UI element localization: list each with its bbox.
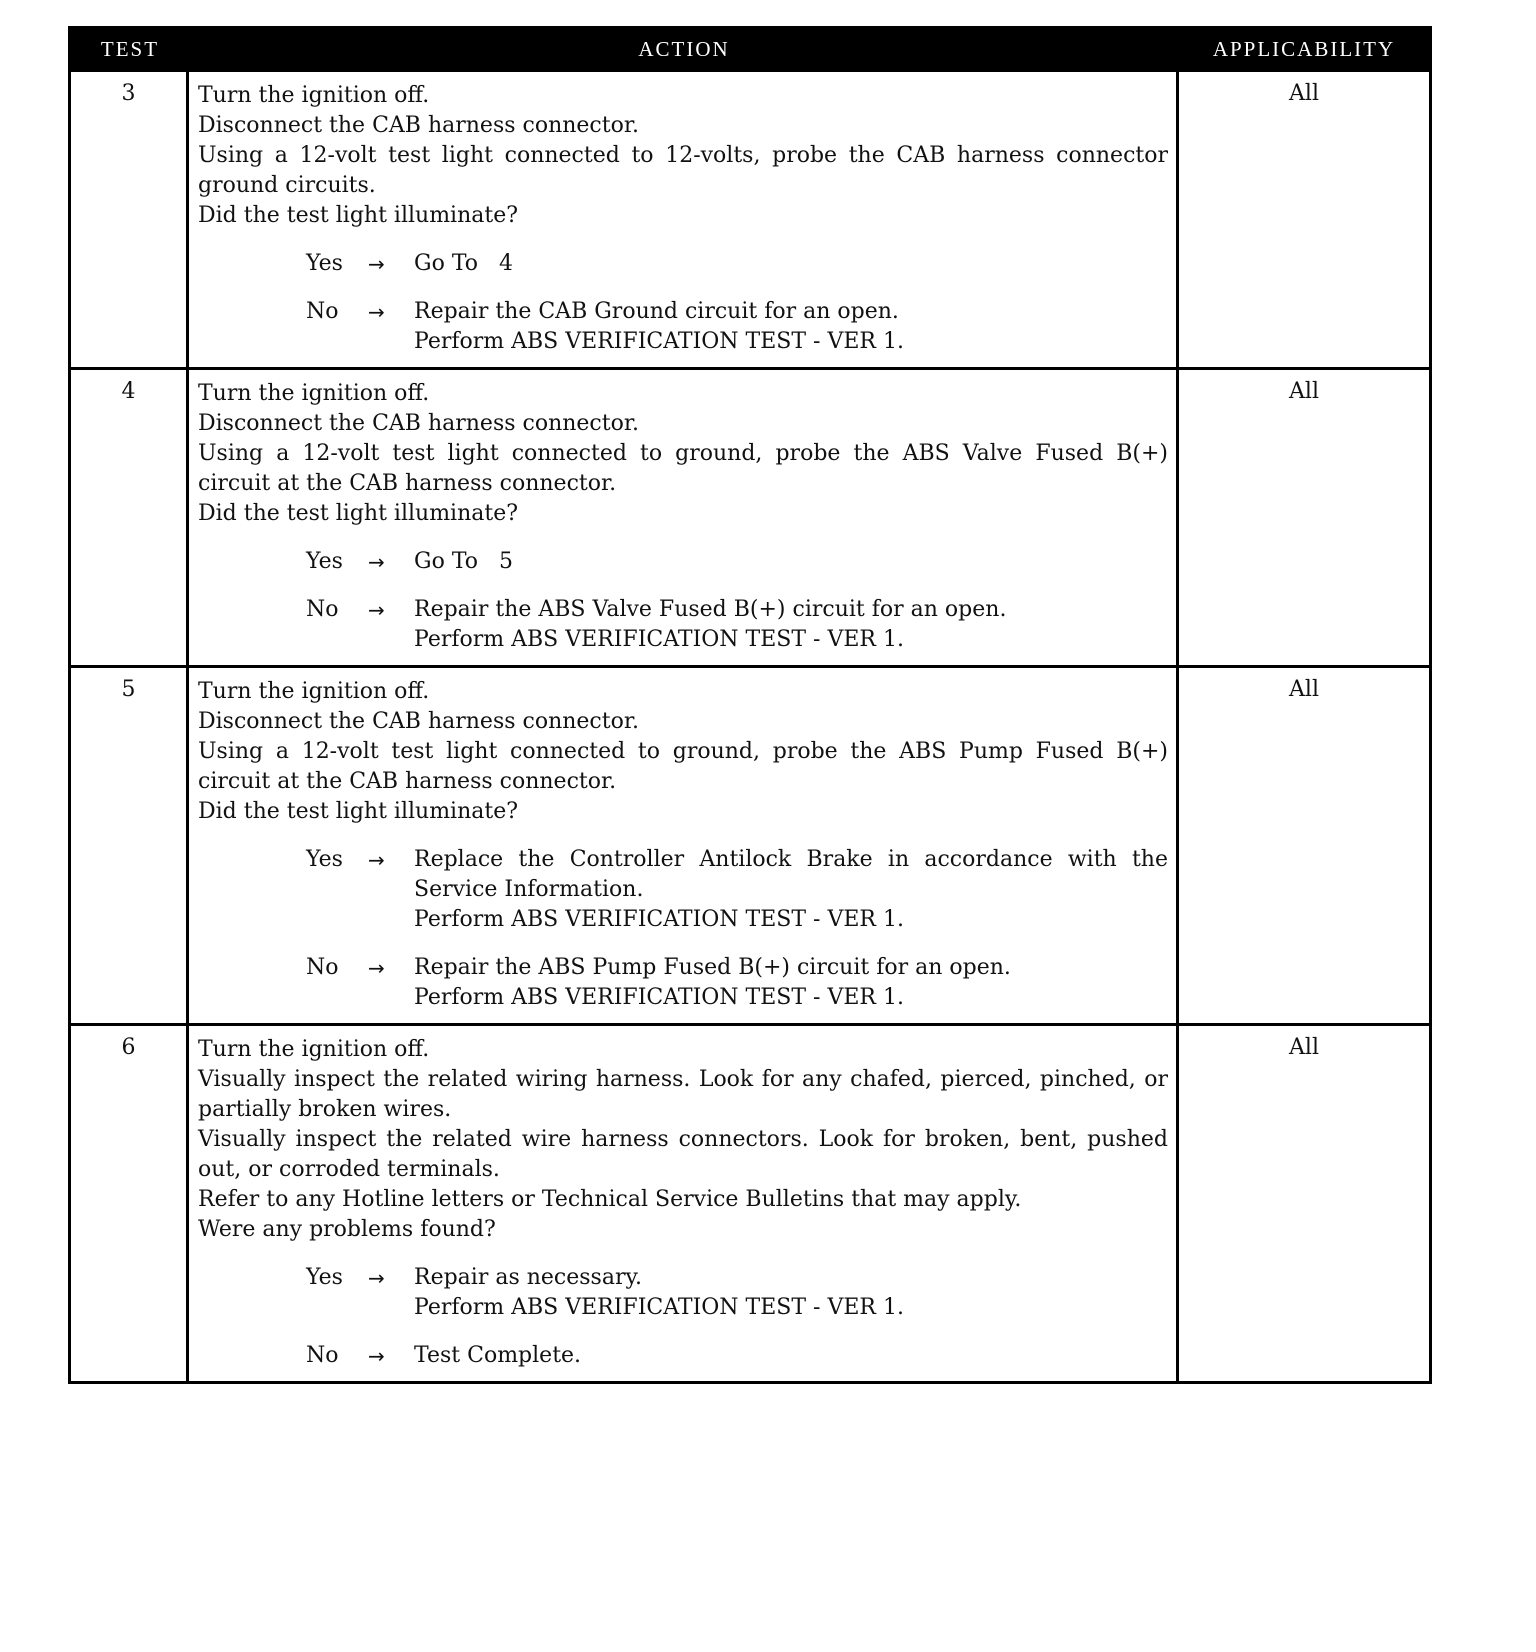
action-step: Disconnect the CAB harness connector. xyxy=(198,709,639,734)
outcome-text: Repair the CAB Ground circuit for an open. xyxy=(414,299,899,324)
arrow-right-icon: → xyxy=(368,550,385,574)
action-step: Turn the ignition off. xyxy=(198,1037,430,1062)
action-step: Visually inspect the related wiring harness. Look for any chafed, pierced, pinched, or partially broken wires. xyxy=(198,1067,1168,1122)
outcome-body xyxy=(414,953,1168,1013)
outcome-label: Yes xyxy=(306,251,343,276)
header-test: TEST xyxy=(100,36,160,61)
outcome-label: No xyxy=(306,299,339,324)
outcome-text: Perform ABS VERIFICATION TEST - VER 1. xyxy=(414,1295,904,1320)
applicability-cell: All xyxy=(1289,1035,1319,1060)
test-number: 4 xyxy=(71,370,189,665)
arrow-right-icon: → xyxy=(368,1266,385,1290)
outcome-label: No xyxy=(306,597,339,622)
outcome-label: Yes xyxy=(306,549,343,574)
outcome-yes xyxy=(198,547,1168,577)
outcome-text: Perform ABS VERIFICATION TEST - VER 1. xyxy=(414,985,904,1010)
arrow-right-icon: → xyxy=(368,598,385,622)
outcome-label: No xyxy=(306,955,339,980)
action-cell xyxy=(189,370,1179,665)
test-procedure-table xyxy=(68,26,1432,1384)
applicability-cell: All xyxy=(1289,81,1319,106)
outcome-text: Repair the ABS Valve Fused B(+) circuit for an open. xyxy=(414,597,1007,622)
action-cell xyxy=(189,1026,1179,1381)
outcome-yes xyxy=(198,1263,1168,1323)
outcome-body xyxy=(414,297,1168,357)
applicability-cell: All xyxy=(1289,677,1319,702)
action-step: Turn the ignition off. xyxy=(198,83,430,108)
outcome-text: Repair as necessary. xyxy=(414,1265,642,1290)
outcome-label: Yes xyxy=(306,847,343,872)
test-number: 5 xyxy=(71,668,189,1023)
outcome-body xyxy=(414,1341,1168,1371)
action-step: Turn the ignition off. xyxy=(198,381,430,406)
arrow-right-icon: → xyxy=(368,848,385,872)
outcome-body xyxy=(414,1263,1168,1323)
action-step: Did the test light illuminate? xyxy=(198,203,519,228)
arrow-right-icon: → xyxy=(368,1344,385,1368)
outcome-text: Test Complete. xyxy=(414,1343,582,1368)
test-number: 3 xyxy=(71,72,189,367)
outcome-no xyxy=(198,297,1168,357)
outcome-text: Repair the ABS Pump Fused B(+) circuit for an open. xyxy=(414,955,1011,980)
action-step: Did the test light illuminate? xyxy=(198,501,519,526)
outcome-no xyxy=(198,595,1168,655)
table-row xyxy=(71,665,1429,1023)
outcome-label: No xyxy=(306,1343,339,1368)
table-row xyxy=(71,1023,1429,1381)
action-step: Using a 12-volt test light connected to ground, probe the ABS Pump Fused B(+) circuit at the CAB harness connector. xyxy=(198,739,1168,794)
table-row xyxy=(71,367,1429,665)
action-step: Using a 12-volt test light connected to ground, probe the ABS Valve Fused B(+) circuit at the CAB harness connector. xyxy=(198,441,1168,496)
outcome-no xyxy=(198,1341,1168,1371)
outcome-body xyxy=(414,547,1168,577)
outcome-yes xyxy=(198,845,1168,935)
header-applicability: APPLICABILITY xyxy=(1212,36,1396,61)
outcome-text: Perform ABS VERIFICATION TEST - VER 1. xyxy=(414,907,904,932)
action-step: Disconnect the CAB harness connector. xyxy=(198,411,639,436)
outcome-text: Replace the Controller Antilock Brake in accordance with the Service Information. xyxy=(414,847,1168,902)
action-step: Visually inspect the related wire harness connectors. Look for broken, bent, pushed out, or corroded terminals. xyxy=(198,1127,1168,1182)
arrow-right-icon: → xyxy=(368,300,385,324)
applicability-cell: All xyxy=(1289,379,1319,404)
arrow-right-icon: → xyxy=(368,252,385,276)
outcome-body xyxy=(414,249,1168,279)
action-cell xyxy=(189,72,1179,367)
action-step: Were any problems found? xyxy=(198,1217,496,1242)
outcome-text: Go To 4 xyxy=(414,251,513,276)
outcome-text: Perform ABS VERIFICATION TEST - VER 1. xyxy=(414,329,904,354)
test-number: 6 xyxy=(71,1026,189,1381)
action-step: Turn the ignition off. xyxy=(198,679,430,704)
outcome-yes xyxy=(198,249,1168,279)
outcome-text: Perform ABS VERIFICATION TEST - VER 1. xyxy=(414,627,904,652)
action-step: Refer to any Hotline letters or Technical Service Bulletins that may apply. xyxy=(198,1187,1022,1212)
action-step: Did the test light illuminate? xyxy=(198,799,519,824)
outcome-body xyxy=(414,845,1168,935)
table-row xyxy=(71,69,1429,367)
outcome-text: Go To 5 xyxy=(414,549,513,574)
arrow-right-icon: → xyxy=(368,956,385,980)
action-step: Disconnect the CAB harness connector. xyxy=(198,113,639,138)
header-action: ACTION xyxy=(638,36,730,61)
outcome-label: Yes xyxy=(306,1265,343,1290)
table-header xyxy=(71,29,1429,69)
action-step: Using a 12-volt test light connected to 12-volts, probe the CAB harness connector ground circuits. xyxy=(198,143,1168,198)
outcome-no xyxy=(198,953,1168,1013)
outcome-body xyxy=(414,595,1168,655)
action-cell xyxy=(189,668,1179,1023)
